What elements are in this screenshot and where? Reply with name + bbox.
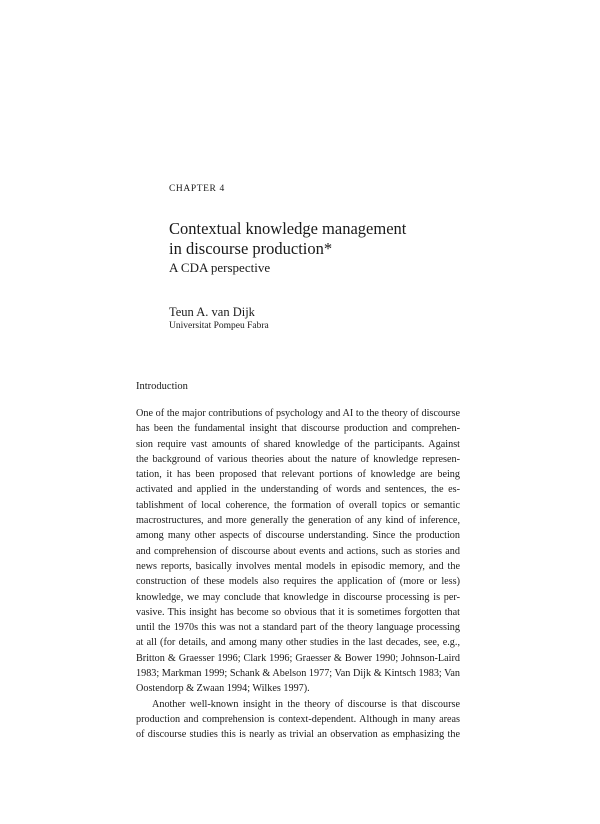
text-line: vasive. This insight has become so obvious that it is sometimes forgotten that <box>136 606 460 618</box>
text-line: Oostendorp & Zwaan 1994; Wilkes 1997). <box>136 683 310 695</box>
text-line: has been the fundamental insight that discourse production and comprehen- <box>136 423 460 435</box>
text-line: Another well-known insight in the theory of discourse is that discourse <box>152 698 460 710</box>
chapter-subtitle: A CDA perspective <box>169 260 271 275</box>
text-line: and comprehension of discourse about events and actions, such as stories and <box>136 545 460 557</box>
text-line: news reports, basically involves mental models in episodic memory, and the <box>136 560 460 572</box>
text-line: One of the major contributions of psychology and AI to the theory of discourse <box>136 408 460 419</box>
text-line: Britton & Graesser 1996; Clark 1996; Graesser & Bower 1990; Johnson-Laird <box>136 652 460 664</box>
text-line: the background of various theories about the nature of knowledge represen- <box>136 453 460 465</box>
chapter-title <box>169 219 406 259</box>
text-line: 1983; Markman 1999; Schank & Abelson 1977; Van Dijk & Kintsch 1983; Van <box>136 668 460 680</box>
text-line: knowledge, we may conclude that knowledge in discourse processing is per- <box>136 591 460 603</box>
chapter-title-line-2: in discourse production* <box>169 239 333 258</box>
text-line: production and comprehension is context-dependent. Although in many areas <box>136 713 460 725</box>
text-line: macrostructures, and more generally the generation of any kind of inference, <box>136 515 460 527</box>
author-affiliation: Universitat Pompeu Fabra <box>169 321 269 331</box>
body-text <box>136 406 460 743</box>
text-line: tablishment of local coherence, the formation of overall topics or semantic <box>136 499 460 511</box>
chapter-label: CHAPTER 4 <box>169 184 225 194</box>
text-line: sion require vast amounts of shared knowledge of the participants. Against <box>136 438 460 450</box>
text-line: tation, it has been proposed that relevant portions of knowledge are being <box>136 469 460 481</box>
section-heading: Introduction <box>136 381 188 392</box>
text-line: of discourse studies this is nearly as trivial an observation as emphasizing the <box>136 729 460 741</box>
text-line: construction of these models also requires the application of (more or less) <box>136 576 460 588</box>
chapter-title-line-1: Contextual knowledge management <box>169 219 407 238</box>
text-line: at all (for details, and among many other studies in the last decades, see, e.g., <box>136 637 460 649</box>
text-line: activated and applied in the understanding of words and sentences, the es- <box>136 484 460 496</box>
paragraph-1 <box>136 406 460 697</box>
author-name: Teun A. van Dijk <box>169 305 255 319</box>
paragraph-2 <box>136 697 460 743</box>
text-line: among many other aspects of discourse understanding. Since the production <box>136 530 460 542</box>
text-line: until the 1970s this was not a standard part of the theory language processing <box>136 622 460 634</box>
